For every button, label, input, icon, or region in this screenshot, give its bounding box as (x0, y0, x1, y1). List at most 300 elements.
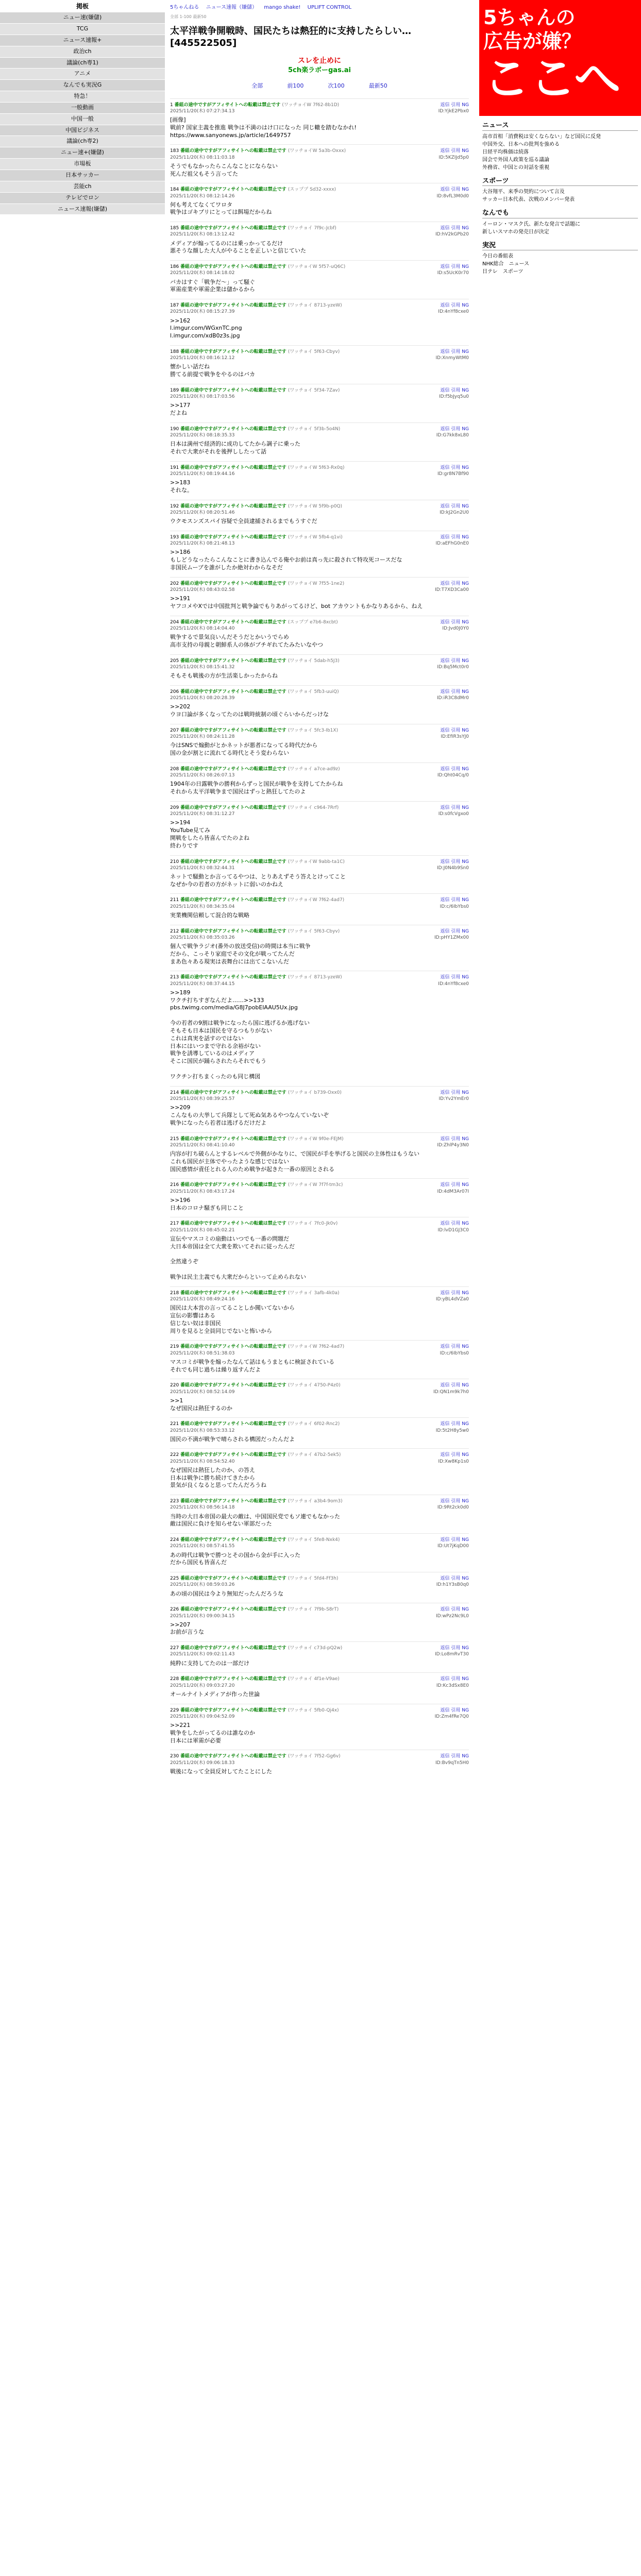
post-number[interactable]: 226 (170, 1607, 181, 1613)
post-name: 番組の途中ですがアフィサイトへの転載は禁止です (180, 503, 288, 509)
quote-link[interactable]: 引用 (451, 1290, 462, 1296)
quote-link[interactable]: 引用 (451, 766, 462, 772)
post-number[interactable]: 188 (170, 349, 181, 355)
post (170, 801, 469, 855)
post-date: 2025/11/20(木) 08:37:44.15 (170, 981, 235, 987)
post-number[interactable]: 184 (170, 187, 181, 193)
quote-link[interactable]: 引用 (451, 1707, 462, 1713)
post-number[interactable]: 185 (170, 226, 181, 231)
ng-link[interactable]: NG (462, 1754, 469, 1759)
nav-item[interactable]: 議論(ch専2) (0, 136, 165, 147)
post-number[interactable]: 230 (170, 1754, 181, 1759)
post-number[interactable]: 207 (170, 727, 181, 733)
post-number[interactable]: 206 (170, 689, 181, 694)
post-number[interactable]: 225 (170, 1576, 181, 1582)
ng-link[interactable]: NG (462, 1421, 469, 1427)
post-number[interactable]: 212 (170, 928, 181, 934)
post-number[interactable]: 224 (170, 1537, 181, 1543)
quote-link[interactable]: 引用 (451, 928, 462, 934)
post-id: ID:iR3C8dMr0 (436, 696, 469, 701)
post (170, 1704, 469, 1750)
nav-item[interactable]: アニメ (0, 69, 165, 80)
reply-link[interactable]: 返信 (440, 1290, 451, 1296)
post (170, 1340, 469, 1379)
post-tripcode: (ワッチョイ 5dab-h5J3) (288, 658, 340, 664)
post-number[interactable]: 205 (170, 658, 181, 664)
ng-link[interactable]: NG (462, 1452, 469, 1458)
post-header (170, 264, 469, 270)
quote-link[interactable]: 引用 (451, 1607, 462, 1613)
reply-link[interactable]: 返信 (440, 264, 451, 270)
ng-link[interactable]: NG (462, 1090, 469, 1095)
nav-item[interactable]: 政治ch (0, 46, 165, 58)
ng-link[interactable]: NG (462, 1221, 469, 1227)
post-header (170, 766, 469, 772)
ng-link[interactable]: NG (462, 427, 469, 432)
post (170, 1672, 469, 1703)
post-header (170, 102, 469, 108)
sidebar-headline[interactable]: 外務省、中国との対話を重視 (482, 164, 549, 171)
post-action-links (441, 897, 469, 903)
ng-link[interactable]: NG (462, 1344, 469, 1350)
post-tripcode: (ワッチョイ 7f9b-S8rT) (288, 1607, 339, 1613)
breadcrumb-link[interactable]: UPLIFT CONTROL (307, 5, 352, 10)
sidebar-headline[interactable]: 新しいスマホの発売日が決定 (482, 229, 549, 235)
post-tripcode: (ワッチョイ 5fb0-Qj4x) (288, 1707, 339, 1713)
sidebar-headline[interactable]: 高市首相「消費税は安くならない」など国民に反発 (482, 133, 601, 140)
quote-link[interactable]: 引用 (451, 1452, 462, 1458)
sidebar-ad[interactable] (479, 0, 641, 116)
post-action-links (441, 303, 469, 308)
quote-link[interactable]: 引用 (451, 503, 462, 509)
quote-link[interactable]: 引用 (451, 1537, 462, 1543)
reply-link[interactable]: 返信 (440, 503, 451, 509)
quote-link[interactable]: 引用 (451, 897, 462, 903)
sidebar-headline[interactable]: 大谷翔平、来季の契約について言及 (482, 189, 565, 195)
reply-link[interactable]: 返信 (440, 1136, 451, 1142)
nav-item[interactable]: なんでも実況G (0, 80, 165, 91)
ng-link[interactable]: NG (462, 388, 469, 394)
quote-link[interactable]: 引用 (451, 226, 462, 231)
ng-link[interactable]: NG (462, 1646, 469, 1651)
breadcrumb-link[interactable]: ニュース速報（嫌儲） (206, 5, 258, 10)
reply-link[interactable]: 返信 (440, 928, 451, 934)
post-actions (437, 766, 469, 778)
filter-all[interactable]: 全部 (251, 82, 263, 89)
reply-link[interactable]: 返信 (440, 226, 451, 231)
post-number[interactable]: 204 (170, 619, 181, 625)
reply-link[interactable]: 返信 (440, 1576, 451, 1582)
post-actions (434, 928, 469, 941)
quote-link[interactable]: 引用 (451, 1090, 462, 1095)
post-name: 番組の途中ですがアフィサイトへの転載は禁止です (180, 1707, 288, 1713)
quote-link[interactable]: 引用 (451, 1182, 462, 1188)
post-header (170, 1290, 469, 1296)
inline-ad[interactable] (170, 56, 469, 75)
ng-link[interactable]: NG (462, 465, 469, 470)
filter-prev100[interactable]: 前100 (287, 82, 304, 89)
post-number[interactable]: 210 (170, 859, 181, 865)
post-action-links (441, 929, 469, 934)
post-name: 番組の途中ですがアフィサイトへの転載は禁止です (180, 766, 288, 772)
post-action-links (441, 1607, 469, 1612)
post-name: 番組の途中ですがアフィサイトへの転載は禁止です (180, 805, 288, 810)
reply-link[interactable]: 返信 (440, 689, 451, 694)
reply-link[interactable]: 返信 (440, 1421, 451, 1427)
quote-link[interactable]: 引用 (451, 658, 462, 664)
post-id: ID:lvD1GJ3C0 (437, 1227, 469, 1233)
quote-link[interactable]: 引用 (451, 388, 462, 394)
post-header (170, 302, 469, 309)
post-number[interactable]: 186 (170, 264, 181, 270)
post-tripcode: (ワッチョイ 5fe8-Nxk4) (288, 1537, 340, 1543)
post-name: 番組の途中ですがアフィサイトへの転載は禁止です (180, 465, 288, 470)
post-date: 2025/11/20(木) 08:51:38.03 (170, 1350, 235, 1356)
thread-range-links[interactable]: 全部 1-100 最新50 (170, 14, 207, 19)
post-id: ID:pHY1ZMx00 (434, 935, 469, 940)
post-tripcode: (ワッチョイW 7f55-1ne2) (288, 581, 345, 586)
post-number[interactable]: 223 (170, 1499, 181, 1504)
quote-link[interactable]: 引用 (451, 727, 462, 733)
post-number[interactable]: 183 (170, 148, 181, 154)
post-tripcode: (ワッチョイ 4750-P4z0) (288, 1383, 341, 1388)
post-number[interactable]: 192 (170, 503, 181, 509)
nav-item[interactable]: 議論(ch専1) (0, 58, 165, 69)
post-number[interactable]: 213 (170, 975, 181, 980)
ng-link[interactable]: NG (462, 766, 469, 772)
post-body: 国民の不満が戦争で晴らされる構図だったんだよ (170, 1435, 295, 1443)
post-tripcode: (ワッチョイ c964-7Rrf) (288, 805, 339, 810)
sidebar-headline[interactable]: 中国外交、日本への批判を強める (482, 141, 560, 147)
nav-item[interactable]: 中国一般 (0, 114, 165, 125)
reply-link[interactable]: 返信 (440, 859, 451, 865)
filter-latest50[interactable]: 最新50 (368, 82, 387, 89)
quote-link[interactable]: 引用 (451, 1136, 462, 1142)
quote-link[interactable]: 引用 (451, 187, 462, 193)
post-date: 2025/11/20(木) 09:04:52.09 (170, 1714, 235, 1719)
ng-link[interactable]: NG (462, 102, 469, 108)
post-date: 2025/11/20(木) 09:02:11.43 (170, 1652, 235, 1657)
ng-link[interactable]: NG (462, 349, 469, 355)
post-body: 懐かしい話だね 勝てる前提で戦争をやるのはバカ (170, 363, 255, 378)
post-tripcode: (スッププ e7b6-8xcbt) (288, 619, 338, 625)
reply-link[interactable]: 返信 (440, 187, 451, 193)
nav-item[interactable]: TCG (0, 24, 165, 35)
post-tripcode: (ワッチョイ a7ce-ad9z) (288, 766, 340, 772)
reply-link[interactable]: 返信 (440, 1499, 451, 1504)
nav-item[interactable]: 日本サッカー (0, 170, 165, 181)
post-actions (440, 1344, 469, 1356)
nav-item[interactable]: ニュース速報(嫌儲) (0, 204, 165, 215)
reply-link[interactable]: 返信 (440, 1676, 451, 1682)
reply-link[interactable]: 返信 (440, 897, 451, 903)
post-date: 2025/11/20(木) 08:11:03.18 (170, 155, 235, 160)
ng-link[interactable]: NG (462, 658, 469, 664)
post-name: 番組の途中ですがアフィサイトへの転載は禁止です (180, 264, 288, 270)
post-date: 2025/11/20(木) 08:21:48.13 (170, 541, 235, 547)
post (170, 685, 469, 724)
nav-item[interactable]: 市場板 (0, 159, 165, 170)
post-number[interactable]: 1 (170, 102, 175, 108)
post-body: 国民は大本営の言ってることしか聞いてないから 宣伝の影響はある 信じない奴は非国民 周りを見ると全員同じでないと怖いから (170, 1304, 295, 1334)
reply-link[interactable]: 返信 (440, 303, 451, 309)
post-number[interactable]: 215 (170, 1136, 181, 1142)
reply-link[interactable]: 返信 (440, 1090, 451, 1095)
breadcrumb (170, 0, 469, 12)
reply-link[interactable]: 返信 (440, 1707, 451, 1713)
reply-link[interactable]: 返信 (440, 1221, 451, 1227)
ng-link[interactable]: NG (462, 975, 469, 980)
post-id: ID:kJ2Gn2U0 (440, 510, 469, 516)
post-date: 2025/11/20(木) 08:26:07.13 (170, 773, 235, 778)
post-number[interactable]: 187 (170, 303, 181, 309)
ng-link[interactable]: NG (462, 264, 469, 270)
post-actions (435, 581, 469, 593)
reply-link[interactable]: 返信 (440, 975, 451, 980)
post-id: ID:ZhlP4y3N0 (437, 1142, 469, 1148)
quote-link[interactable]: 引用 (451, 303, 462, 309)
ng-link[interactable]: NG (462, 503, 469, 509)
post-number[interactable]: 193 (170, 535, 181, 540)
post-action-links (441, 1646, 469, 1651)
post-header (170, 148, 469, 154)
post-tripcode: (ワッチョイW 5a3b-Oxxx) (288, 148, 346, 154)
nav-item[interactable]: 特急！ (0, 91, 165, 103)
reply-link[interactable]: 返信 (440, 619, 451, 625)
ng-link[interactable]: NG (462, 1576, 469, 1582)
post-action-links (441, 388, 469, 393)
nav-item[interactable]: 一般動画 (0, 103, 165, 114)
ng-link[interactable]: NG (462, 1676, 469, 1682)
quote-link[interactable]: 引用 (451, 1221, 462, 1227)
post-number[interactable]: 190 (170, 427, 181, 432)
post-id: ID:Jvd0J0Y0 (442, 626, 469, 631)
reply-link[interactable]: 返信 (440, 349, 451, 355)
post-name: 番組の途中ですがアフィサイトへの転載は禁止です (180, 388, 288, 394)
reply-link[interactable]: 返信 (440, 535, 451, 540)
post-number[interactable]: 220 (170, 1383, 181, 1388)
sidebar-headline[interactable]: イーロン・マスク氏、新たな発言で話題に (482, 221, 580, 227)
ng-link[interactable]: NG (462, 1383, 469, 1388)
ng-link[interactable]: NG (462, 535, 469, 540)
quote-link[interactable]: 引用 (451, 465, 462, 470)
post-date: 2025/11/20(木) 08:43:17.24 (170, 1189, 235, 1194)
post-body: >>186 もしどうなったらこんなことに書き込んでる俺やお前は真っ先に殺されて特攻死コースだな 非国民ムーブを誰がしたか絶対わからなそだ (170, 549, 402, 571)
quote-link[interactable]: 引用 (451, 1499, 462, 1504)
post-id: ID:Bq5Mct0r0 (437, 664, 469, 670)
ng-link[interactable]: NG (462, 148, 469, 154)
quote-link[interactable]: 引用 (451, 427, 462, 432)
reply-link[interactable]: 返信 (440, 766, 451, 772)
post-number[interactable]: 214 (170, 1090, 181, 1095)
ng-link[interactable]: NG (462, 1707, 469, 1713)
quote-link[interactable]: 引用 (451, 975, 462, 980)
nav-item[interactable]: ニュー速(嫌儲) (0, 12, 165, 24)
sidebar-section-text[interactable] (482, 188, 638, 204)
quote-link[interactable]: 引用 (451, 535, 462, 540)
ng-link[interactable]: NG (462, 897, 469, 903)
post-body: 戦後になって全員反対してたことにした (170, 1768, 272, 1775)
reply-link[interactable]: 返信 (440, 1607, 451, 1613)
reply-link[interactable]: 返信 (440, 727, 451, 733)
post-number[interactable]: 221 (170, 1421, 181, 1427)
reply-link[interactable]: 返信 (440, 148, 451, 154)
post-number[interactable]: 222 (170, 1452, 181, 1458)
post-header (170, 187, 469, 193)
post-action-links (441, 728, 469, 733)
reply-link[interactable]: 返信 (440, 1646, 451, 1651)
nav-item[interactable]: 芸能ch (0, 181, 165, 193)
nav-item[interactable]: ニュース速報+ (0, 35, 165, 46)
post-body: >>183 それな。 (170, 479, 193, 494)
ng-link[interactable]: NG (462, 581, 469, 586)
post-number[interactable]: 208 (170, 766, 181, 772)
reply-link[interactable]: 返信 (440, 1537, 451, 1543)
post-number[interactable]: 209 (170, 805, 181, 810)
post-body: 何も考えてなくてワロタ 戦争はゴキブリにとっては餌場だからね (170, 201, 272, 216)
post (170, 1750, 469, 1781)
nav-item[interactable]: ニュー速+(嫌儲) (0, 147, 165, 159)
post-number[interactable]: 229 (170, 1707, 181, 1713)
post (170, 260, 469, 299)
post-action-links (441, 859, 469, 865)
sidebar-headline[interactable]: サッカー日本代表、次戦のメンバー発表 (482, 197, 575, 203)
post-date: 2025/11/20(木) 08:52:14.09 (170, 1389, 235, 1395)
ng-link[interactable]: NG (462, 928, 469, 934)
post-body: なぜ国民は熱狂したのか、の答え 日本は戦争に勝ち続けてきたから 景気が良くなると思ってたんだろうね (170, 1466, 266, 1489)
ng-link[interactable]: NG (462, 187, 469, 193)
reply-link[interactable]: 返信 (440, 1754, 451, 1759)
reply-link[interactable]: 返信 (440, 1182, 451, 1188)
quote-link[interactable]: 引用 (451, 581, 462, 586)
reply-link[interactable]: 返信 (440, 388, 451, 394)
ng-link[interactable]: NG (462, 1182, 469, 1188)
ng-link[interactable]: NG (462, 1499, 469, 1504)
post-number[interactable]: 211 (170, 897, 181, 903)
post-number[interactable]: 218 (170, 1290, 181, 1296)
ng-link[interactable]: NG (462, 226, 469, 231)
reply-link[interactable]: 返信 (440, 581, 451, 586)
quote-link[interactable]: 引用 (451, 1421, 462, 1427)
reply-link[interactable]: 返信 (440, 1344, 451, 1350)
sidebar-section-text[interactable] (482, 221, 638, 236)
nav-item[interactable]: 中国ビジネス (0, 125, 165, 137)
ng-link[interactable]: NG (462, 805, 469, 810)
sidebar-headline[interactable]: 今日の番組表 (482, 253, 513, 260)
post-id: ID:J0N4b9Sn0 (436, 865, 469, 871)
quote-link[interactable]: 引用 (451, 859, 462, 865)
post-number[interactable]: 202 (170, 581, 181, 586)
quote-link[interactable]: 引用 (451, 148, 462, 154)
sidebar-section-heading: ニュース (482, 121, 638, 131)
post-number[interactable]: 227 (170, 1646, 181, 1651)
quote-link[interactable]: 引用 (451, 1646, 462, 1651)
post (170, 1132, 469, 1179)
ng-link[interactable]: NG (462, 1136, 469, 1142)
post-date: 2025/11/20(木) 08:53:33.12 (170, 1428, 235, 1433)
post-header (170, 1421, 469, 1427)
post-actions (437, 1136, 469, 1148)
quote-link[interactable]: 引用 (451, 102, 462, 108)
quote-link[interactable]: 引用 (451, 1344, 462, 1350)
ng-link[interactable]: NG (462, 303, 469, 309)
reply-link[interactable]: 返信 (440, 465, 451, 470)
post-actions (437, 1182, 469, 1194)
reply-link[interactable]: 返信 (440, 1452, 451, 1458)
sidebar-section-text[interactable] (482, 252, 638, 276)
nav-item[interactable]: テレビでロン (0, 193, 165, 204)
post-number[interactable]: 228 (170, 1676, 181, 1682)
post-action-links (441, 1291, 469, 1296)
sidebar-headline[interactable]: 日テレ スポーツ (482, 269, 524, 275)
quote-link[interactable]: 引用 (451, 264, 462, 270)
sidebar-headline[interactable]: 日経平均株価は続落 (482, 149, 529, 155)
post-tripcode: (ワッチョイW 9abb-ta1C) (288, 859, 345, 865)
sidebar-headline[interactable]: 国会で外国人政策を巡る議論 (482, 157, 549, 163)
quote-link[interactable]: 引用 (451, 805, 462, 810)
post-action-links (441, 1383, 469, 1388)
post-name: 番組の途中ですがアフィサイトへの転載は禁止です (180, 1452, 288, 1458)
post-actions (435, 1707, 469, 1720)
quote-link[interactable]: 引用 (451, 689, 462, 694)
post-number[interactable]: 189 (170, 388, 181, 394)
post-header (170, 928, 469, 935)
quote-link[interactable]: 引用 (451, 1576, 462, 1582)
post-header (170, 387, 469, 394)
ng-link[interactable]: NG (462, 727, 469, 733)
post-id: ID:Ut7jKqD00 (437, 1544, 469, 1549)
post-body: あの頃の国民は今より無知だったんだろうな (170, 1590, 283, 1597)
post-date: 2025/11/20(木) 08:54:52.40 (170, 1459, 235, 1464)
ng-link[interactable]: NG (462, 1290, 469, 1296)
post-body: >>194 YouTube見てみ 開戦をしたら皆喜んでたのよね 終わりです (170, 819, 249, 849)
reply-link[interactable]: 返信 (440, 658, 451, 664)
post-id: ID:gr8N7Bf90 (437, 471, 469, 477)
reply-link[interactable]: 返信 (440, 1383, 451, 1388)
post (170, 384, 469, 422)
post-id: ID:Kc3dSx8E0 (436, 1683, 469, 1688)
sidebar-section-text[interactable] (482, 133, 638, 172)
post-number[interactable]: 219 (170, 1344, 181, 1350)
ng-link[interactable]: NG (462, 1607, 469, 1613)
ng-link[interactable]: NG (462, 689, 469, 694)
ng-link[interactable]: NG (462, 619, 469, 625)
quote-link[interactable]: 引用 (451, 349, 462, 355)
post-date: 2025/11/20(木) 08:32:44.31 (170, 865, 235, 871)
post-date: 2025/11/20(木) 08:14:18.02 (170, 270, 235, 276)
breadcrumb-link[interactable]: mango shake! (264, 5, 301, 10)
filter-next100[interactable]: 次100 (328, 82, 345, 89)
post-number[interactable]: 191 (170, 465, 181, 470)
sidebar-headline[interactable]: NHK総合 ニュース (482, 261, 530, 267)
post (170, 762, 469, 801)
reply-link[interactable]: 返信 (440, 427, 451, 432)
post-action-links (441, 187, 469, 192)
ng-link[interactable]: NG (462, 1537, 469, 1543)
post-number[interactable]: 217 (170, 1221, 181, 1227)
ng-link[interactable]: NG (462, 859, 469, 865)
quote-link[interactable]: 引用 (451, 1676, 462, 1682)
reply-link[interactable]: 返信 (440, 805, 451, 810)
post-number[interactable]: 216 (170, 1182, 181, 1188)
post-id: ID:aEFhG0nE0 (435, 541, 469, 547)
quote-link[interactable]: 引用 (451, 619, 462, 625)
quote-link[interactable]: 引用 (451, 1754, 462, 1759)
sidebar-section-heading: スポーツ (482, 177, 638, 187)
reply-link[interactable]: 返信 (440, 102, 451, 108)
breadcrumb-link[interactable]: 5ちゃんねる (170, 5, 199, 10)
quote-link[interactable]: 引用 (451, 1383, 462, 1388)
